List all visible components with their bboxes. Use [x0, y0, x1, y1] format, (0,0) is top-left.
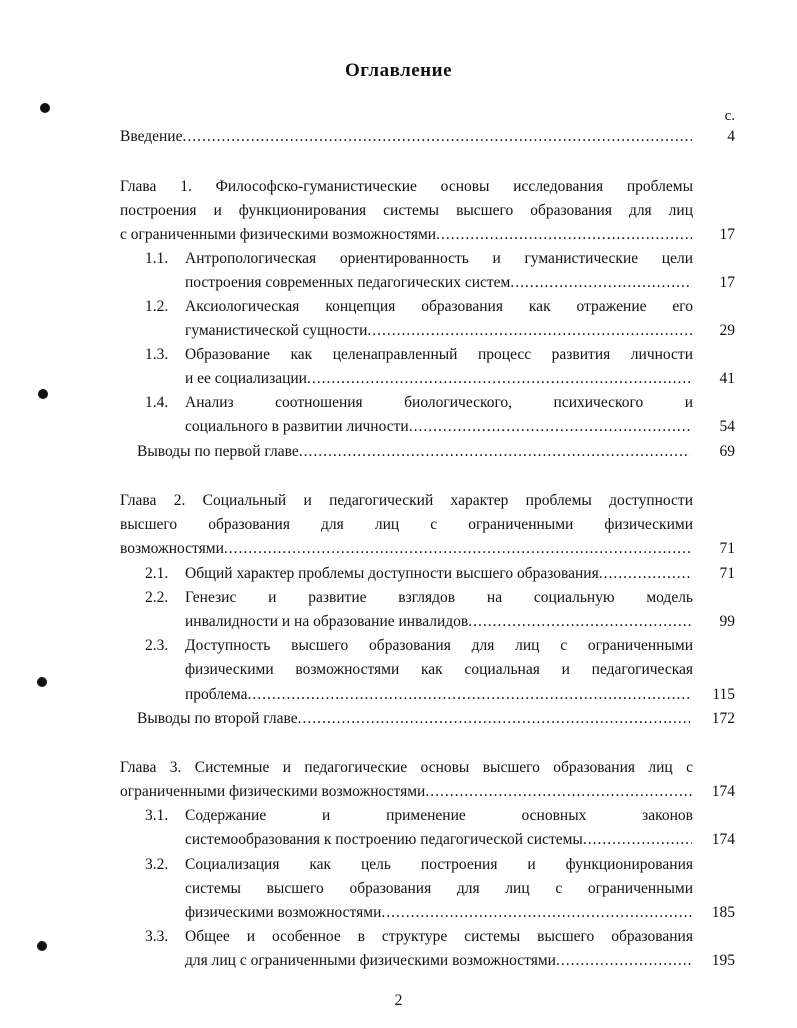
chapter-2-title: Глава 2. Социальный и педагогический характер проблемы доступности [120, 492, 693, 509]
page-title: Оглавление [344, 60, 453, 81]
toc-page-number: 71 [719, 565, 735, 582]
section-title [185, 321, 692, 341]
toc-entry-label: для лиц с ограниченными физическими возможностями [185, 952, 556, 969]
toc-entry-label: Общий характер проблемы доступности высшего образования [185, 565, 599, 582]
toc-entry-label: гуманистической сущности [185, 322, 368, 339]
toc-page-number: 172 [711, 710, 735, 727]
section-title [185, 903, 692, 923]
section-number: 3.1. [145, 807, 169, 824]
toc-page-number: 195 [711, 952, 735, 969]
toc-entry-label: возможностями [120, 540, 224, 557]
toc-page-number: 99 [719, 613, 735, 630]
toc-page-number: 69 [719, 443, 735, 460]
section-title [185, 612, 692, 632]
toc-entry-label: ограниченными физическими возможностями [120, 783, 426, 800]
toc-page-number: 174 [711, 831, 735, 848]
chapter-2-conclusion [137, 709, 690, 729]
section-title: Социализация как цель построения и функционирования [185, 856, 693, 873]
toc-page-number: 174 [711, 783, 735, 800]
toc-page-number: 29 [719, 322, 735, 339]
toc-entry-label: физическими возможностями [185, 904, 382, 921]
chapter-2-title: высшего образования для лиц с ограниченными физическими [120, 516, 693, 533]
chapter-1-title: Глава 1. Философско-гуманистические основы исследования проблемы [120, 178, 693, 195]
section-title: Аксиологическая концепция образования как отражение его [185, 298, 693, 315]
chapter-3-title [120, 782, 692, 802]
toc-page-number: 4 [727, 128, 735, 145]
page-number: 2 [394, 992, 403, 1009]
section-title [185, 951, 692, 971]
section-title: Анализ соотношения биологического, психического и [185, 394, 693, 411]
chapter-3-title: Глава 3. Системные и педагогические основы высшего образования лиц с [120, 759, 693, 776]
toc-entry-label: системообразования к построению педагогической системы [185, 831, 583, 848]
chapter-2-title [120, 539, 692, 559]
binding-mark [37, 941, 47, 951]
binding-mark [40, 103, 50, 113]
section-number: 1.1. [145, 250, 169, 267]
section-title: физическими возможностями как социальная и педагогическая [185, 661, 693, 678]
chapter-1-title: построения и функционирования системы высшего образования для лиц [120, 202, 693, 219]
section-title: системы высшего образования для лиц с ограниченными [185, 880, 693, 897]
chapter-1-title [120, 225, 692, 245]
section-number: 2.3. [145, 637, 169, 654]
toc-entry-label: Введение [120, 128, 183, 145]
section-number: 1.3. [145, 346, 169, 363]
section-title: Образование как целенаправленный процесс развития личности [185, 346, 693, 363]
toc-entry-label: с ограниченными физическими возможностями [120, 226, 437, 243]
toc-entry-label: Выводы по второй главе [137, 710, 298, 727]
section-title: Содержание и применение основных законов [185, 807, 693, 824]
toc-entry-label: Выводы по первой главе [137, 443, 299, 460]
section-title [185, 369, 692, 389]
section-title: Антропологическая ориентированность и гуманистические цели [185, 250, 693, 267]
section-title [185, 685, 692, 705]
toc-page-number: 54 [719, 418, 735, 435]
toc-page-number: 17 [719, 274, 735, 291]
toc-page-number: 71 [719, 540, 735, 557]
binding-mark [38, 389, 48, 399]
binding-mark [37, 677, 47, 687]
section-number: 1.2. [145, 298, 169, 315]
toc-page-number: 41 [719, 370, 735, 387]
section-title: Доступность высшего образования для лиц с ограниченными [185, 637, 693, 654]
section-title [185, 830, 692, 850]
section-number: 2.1. [145, 565, 169, 582]
toc-entry-label: инвалидности и на образование инвалидов [185, 613, 469, 630]
section-title: Общее и особенное в структуре системы высшего образования [185, 928, 693, 945]
section-title [185, 564, 692, 584]
section-number: 3.3. [145, 928, 169, 945]
toc-entry-label: социального в развитии личности [185, 418, 409, 435]
toc-page-number: 185 [711, 904, 735, 921]
toc-entry-label: и ее социализации [185, 370, 307, 387]
section-title: Генезис и развитие взглядов на социальную модель [185, 589, 693, 606]
page-column-label: с. [724, 108, 735, 124]
chapter-1-conclusion [137, 442, 690, 462]
toc-entry-label: проблема [185, 686, 248, 703]
section-number: 1.4. [145, 394, 169, 411]
section-title [185, 417, 692, 437]
section-title [185, 273, 692, 293]
toc-page-number: 17 [719, 226, 735, 243]
section-number: 2.2. [145, 589, 169, 606]
toc-entry-label: построения современных педагогических систем [185, 274, 511, 291]
section-number: 3.2. [145, 856, 169, 873]
toc-page-number: 115 [712, 686, 735, 703]
toc-entry-intro [120, 127, 692, 147]
